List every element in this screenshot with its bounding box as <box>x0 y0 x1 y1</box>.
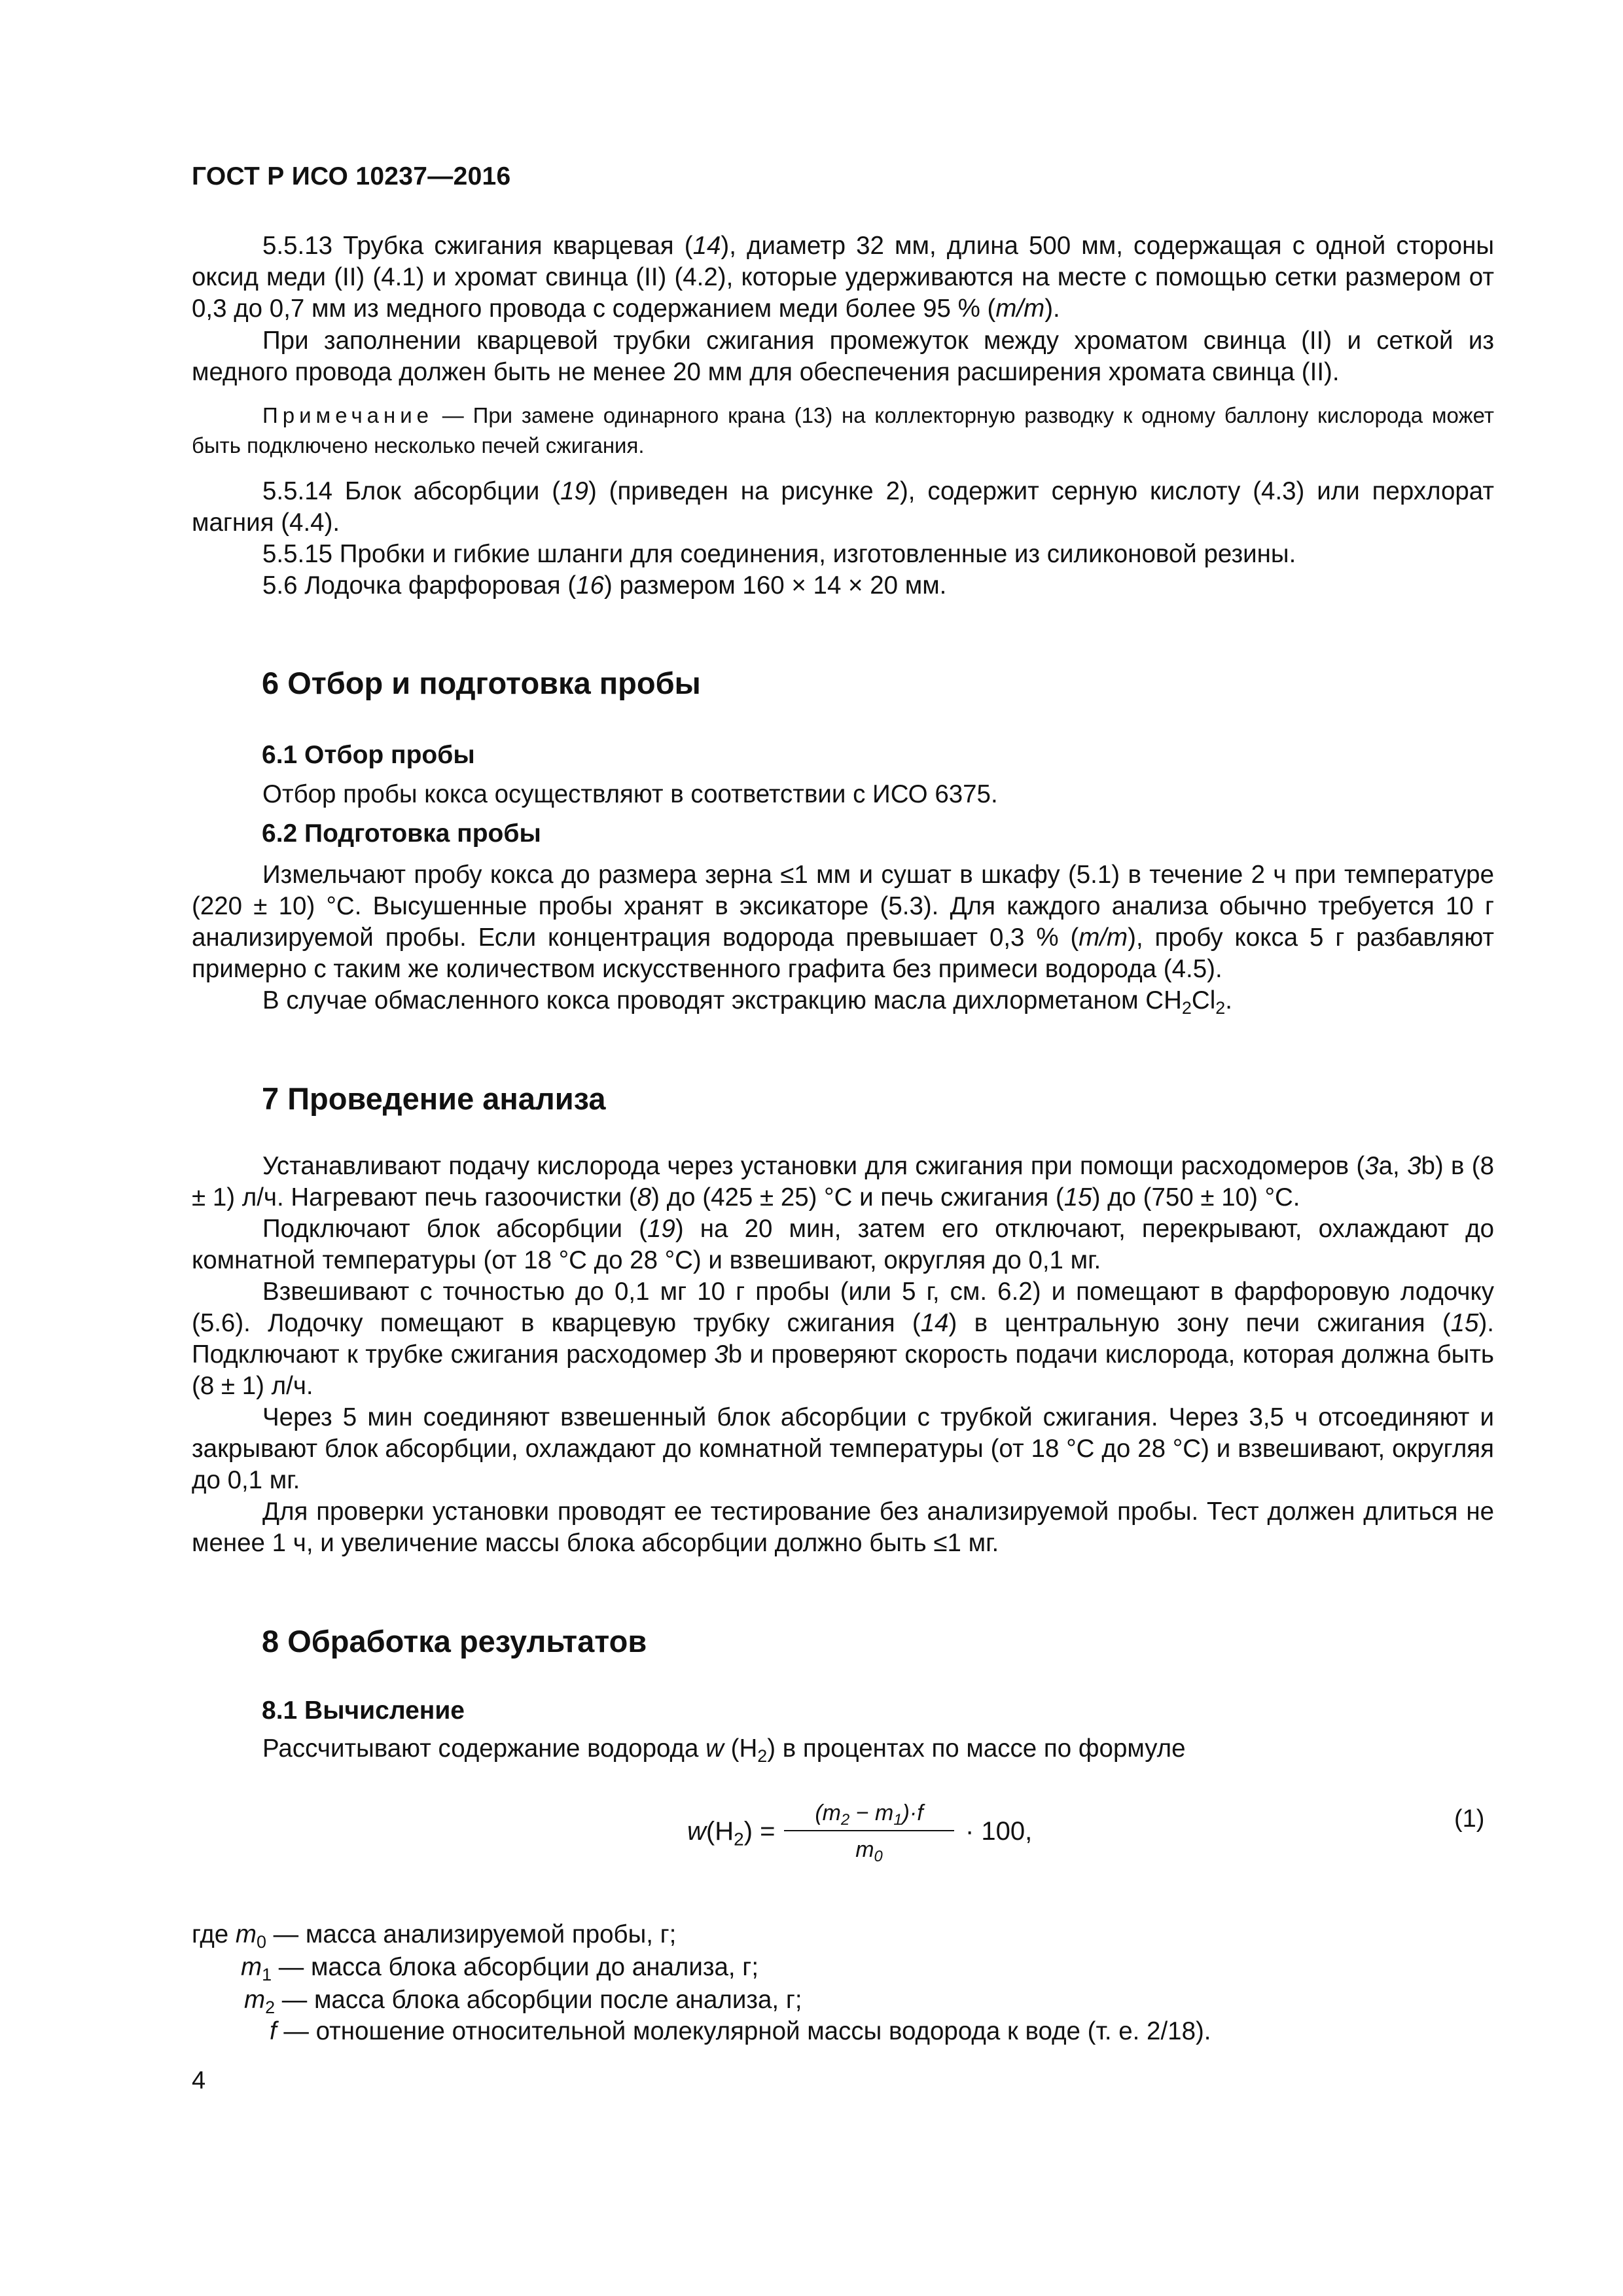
page-number: 4 <box>192 2067 206 2094</box>
fraction-bar <box>784 1830 954 1831</box>
formula-1 <box>687 1799 1080 1877</box>
equation-number: (1) <box>1454 1805 1485 1833</box>
section-7-paragraph-1: Устанавливают подачу кислорода через установки для сжигания при помощи расходомеров (3а, 3b) в (8 ± 1) л/ч. Нагревают печь газоочистки (8) до (425 ± 25) °С и печь сжигания (15) до (750 ± 10) °С. <box>192 1152 1495 1211</box>
section-6-title: 6 Отбор и подготовка пробы <box>262 666 701 700</box>
note-label: Примечание <box>262 403 434 427</box>
formula-rhs: · 100, <box>965 1817 1033 1846</box>
note: Примечание — При замене одинарного крана (13) на коллекторную разводку к одному баллону кислорода может быть подключено несколько печей сжигания. <box>192 403 1494 457</box>
subsection-6-2-title: 6.2 Подготовка пробы <box>262 819 541 848</box>
filling-paragraph: При заполнении кварцевой трубки сжигания промежуток между хроматом свинца (II) и сеткой из медного провода должен быть не менее 20 мм для обеспечения расширения хромата свинца (II). <box>192 327 1494 386</box>
section-8-title: 8 Обработка результатов <box>262 1624 647 1659</box>
section-7-paragraph-4: Через 5 мин соединяют взвешенный блок абсорбции с трубкой сжигания. Через 3,5 ч отсоединяют и закрывают блок абсорбции, охлаждают до комнатной температуры (от 18 °С до 28 °С) и взвешивают, округляя до 0,1 мг. <box>192 1403 1494 1494</box>
subsection-6-1-title: 6.1 Отбор пробы <box>262 741 475 769</box>
clause-5-6: 5.6 Лодочка фарфоровая (16) размером 160 × 14 × 20 мм. <box>262 571 947 600</box>
calculation-intro: Рассчитывают содержание водорода w $(H_2)$ в процентах по массе по формуле <box>262 1734 1186 1767</box>
where-item-m2: $m_2$ — масса блока абсорбции после анализа, г; <box>244 1986 802 2018</box>
section-7-paragraph-5: Для проверки установки проводят ее тестирование без анализируемой пробы. Тест должен длиться не менее 1 ч, и увеличение массы блока абсорбции должно быть ≤1 мг. <box>192 1498 1494 1557</box>
subsection-6-2-paragraph-2: В случае обмасленного кокса проводят экстракцию масла дихлорметаном $CH_2Cl_2$. <box>262 986 1232 1018</box>
where-item-m1: $m_1$ — масса блока абсорбции до анализа, г; <box>241 1953 759 1985</box>
formula-fraction <box>784 1799 954 1864</box>
document-header: ГОСТ Р ИСО 10237—2016 <box>192 162 511 190</box>
subsection-6-1-text: Отбор пробы кокса осуществляют в соответствии с ИСО 6375. <box>262 780 998 808</box>
where-item-f: f — отношение относительной молекулярной массы водорода к воде (т. е. 2/18). <box>270 2017 1211 2045</box>
formula-denominator: $m_0$ <box>855 1837 883 1866</box>
clause-5-5-14: 5.5.14 Блок абсорбции (19) (приведен на рисунке 2), содержит серную кислоту (4.3) или перхлорат магния (4.4). <box>192 477 1494 537</box>
clause-5-5-15: 5.5.15 Пробки и гибкие шланги для соединения, изготовленные из силиконовой резины. <box>262 540 1296 568</box>
formula-numerator: $(m_2 - m_1)\cdot f$ <box>815 1801 923 1829</box>
clause-number: 5.5.13 <box>262 232 333 260</box>
section-7-title: 7 Проведение анализа <box>262 1081 606 1116</box>
clause-5-5-13: 5.5.13 Трубка сжигания кварцевая (14), диаметр 32 мм, длина 500 мм, содержащая с одной стороны оксид меди (II) (4.1) и хромат свинца (II) (4.2), которые удерживаются на месте с помощью сетки размером от 0,3 до 0,7 мм из медного провода с содержанием меди более 95 % (m/m). <box>192 232 1495 323</box>
formula-lhs: $w(H_2)$ = <box>687 1817 776 1850</box>
section-7-paragraph-3: Взвешивают с точностью до 0,1 мг 10 г пробы (или 5 г, см. 6.2) и помещают в фарфоровую лодочку (5.6). Лодочку помещают в кварцевую трубку сжигания (14) в центральную зону печи сжигания (15). Подключают к трубке сжигания расходомер 3b и проверяют скорость подачи кислорода, которая должна быть (8 ± 1) л/ч. <box>192 1278 1494 1400</box>
subsection-6-2-paragraph-1: Измельчают пробу кокса до размера зерна ≤1 мм и сушат в шкафу (5.1) в течение 2 ч при температуре (220 ± 10) °С. Высушенные пробы хранят в эксикаторе (5.3). Для каждого анализа обычно требуется 10 г анализируемой пробы. Если концентрация водорода превышает 0,3 % (m/m), пробу кокса 5 г разбавляют примерно с таким же количеством искусственного графита без примеси водорода (4.5). <box>192 861 1494 983</box>
where-item-m0: где $m_0$ — масса анализируемой пробы, г; <box>192 1920 677 1952</box>
section-7-paragraph-2: Подключают блок абсорбции (19) на 20 мин, затем его отключают, перекрывают, охлаждают до комнатной температуры (от 18 °С до 28 °С) и взвешивают, округляя до 0,1 мг. <box>192 1215 1495 1274</box>
subsection-8-1-title: 8.1 Вычисление <box>262 1696 465 1725</box>
